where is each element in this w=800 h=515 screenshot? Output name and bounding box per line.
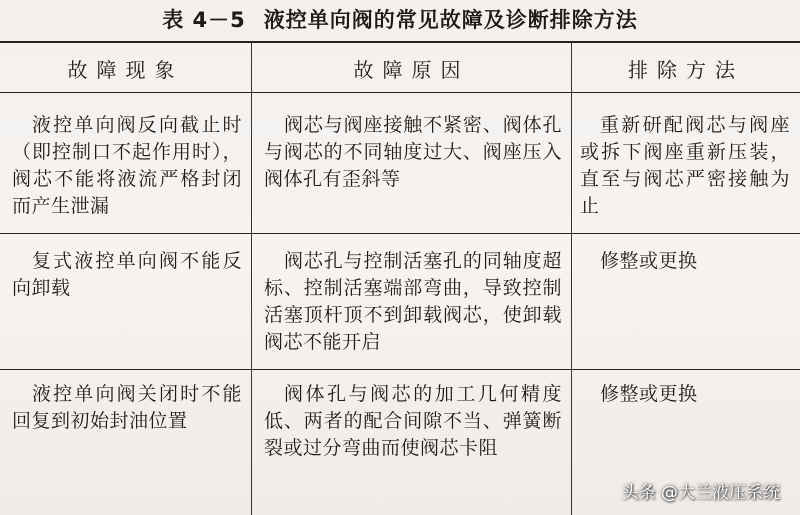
column-divider (571, 43, 572, 515)
header-cause: 故障原因 (353, 58, 470, 82)
row2-symptom: 复式液控单向阀不能反向卸载 (12, 250, 242, 299)
header-remedy: 排除方法 (628, 58, 744, 82)
row2-cause: 阀芯孔与控制活塞孔的同轴度超标、控制活塞端部弯曲，导致控制活塞顶杆顶不到卸载阀芯，使卸载阀芯不能开启 (264, 250, 562, 353)
watermark: 头条 @大兰液压系统 (621, 483, 780, 503)
row-divider (0, 369, 800, 370)
row3-cause: 阀体孔与阀芯的加工几何精度低、两者的配合间隙不当、弹簧断裂或过分弯曲而使阀芯卡阻 (264, 383, 562, 459)
row1-symptom: 液控单向阀反向截止时（即控制口不起作用时），阀芯不能将液流严格封闭而产生泄漏 (12, 114, 242, 217)
row3-symptom: 液控单向阀关闭时不能回复到初始封油位置 (12, 383, 242, 432)
table-top-rule (0, 41, 800, 43)
table-header-rule (0, 92, 800, 93)
row1-cause: 阀芯与阀座接触不紧密、阀体孔与阀芯的不同轴度过大、阀座压入阀体孔有歪斜等 (264, 114, 562, 190)
header-symptom: 故障现象 (67, 58, 184, 82)
row3-remedy: 修整或更换 (599, 383, 698, 405)
table-caption: 液控单向阀的常见故障及诊断排除方法 (263, 8, 638, 32)
column-divider (251, 43, 252, 515)
table-title (0, 4, 800, 34)
row-divider (0, 233, 800, 234)
row2-remedy: 修整或更换 (599, 250, 698, 272)
row1-remedy: 重新研配阀芯与阀座或拆下阀座重新压装，直至与阀芯严密接触为止 (580, 114, 790, 217)
table-number: 表 4－5 (162, 8, 246, 32)
